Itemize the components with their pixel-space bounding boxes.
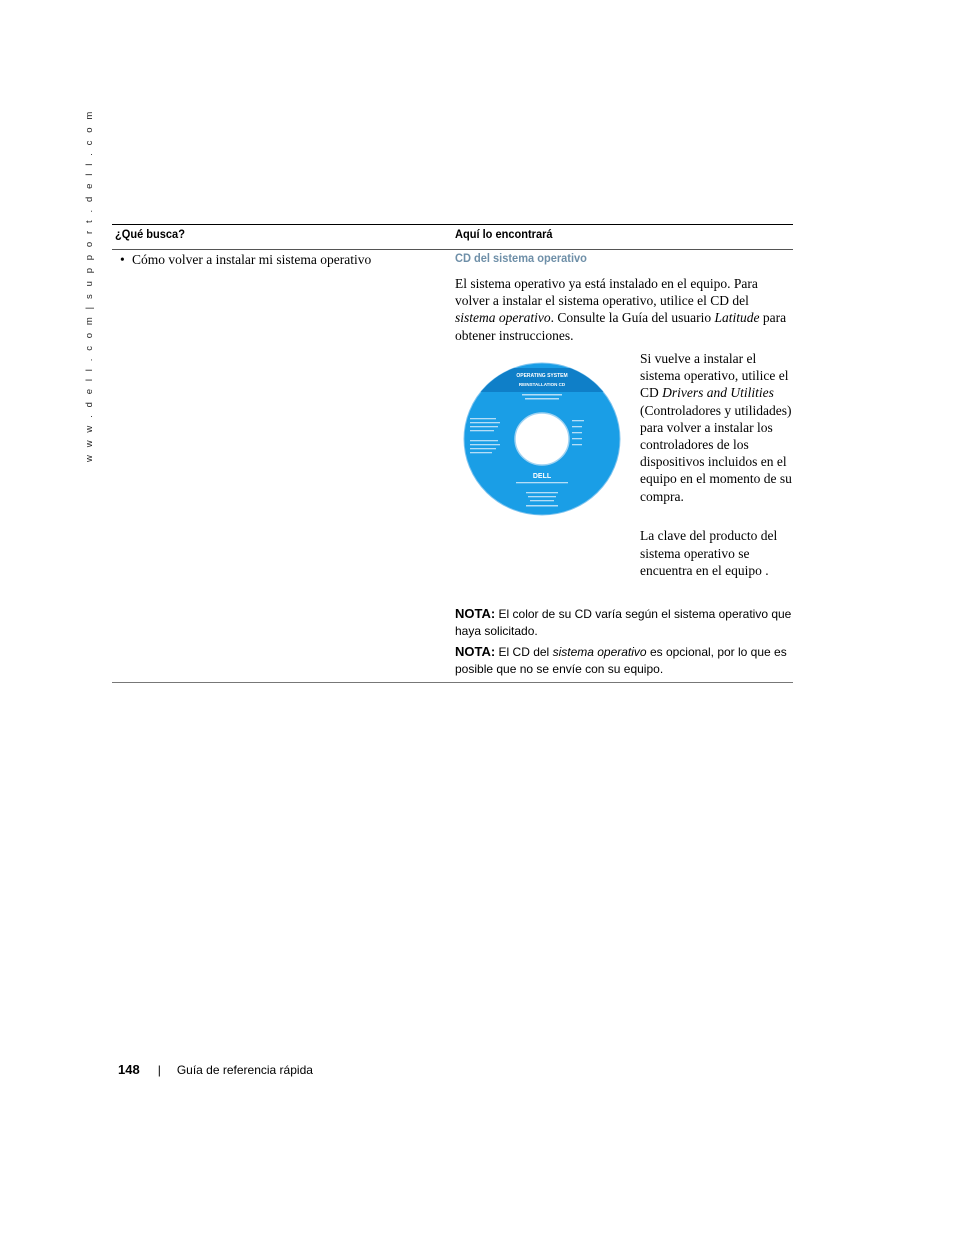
dell-logo: DELL [532,473,552,480]
list-item-text: Cómo volver a instalar mi sistema operativo [132,252,372,267]
text: para obtener instrucciones. [455,310,787,343]
page-footer [118,1062,313,1077]
paragraph-drivers [640,350,792,505]
cd-label-line2: REINSTALLATION CD [518,382,566,387]
table-header-rule [112,249,793,250]
text: El sistema operativo ya está instalado en el equipo. Para volver a instalar el sistema operativo, utilice el CD del [455,276,758,309]
footer-separator: | [157,1063,161,1077]
note-label: NOTA: [455,644,496,659]
note-label: NOTA: [455,606,496,621]
cd-label-line1: OPERATING SYSTEM [516,373,568,379]
table-top-rule [112,224,793,225]
side-url: w w w . d e l l . c o m | s u p p o r t . d e l l . c o m [84,109,95,462]
page-number: 148 [118,1062,140,1077]
note-text-italic: sistema operativo [552,645,647,659]
note-cd-color [455,605,793,640]
text: . Consulte la Guía del usuario [550,310,715,326]
bullet: • [120,252,125,267]
section-title: CD del sistema operativo [455,251,587,265]
text-italic: Drivers and Utilities [662,385,774,401]
column-header-left: ¿Qué busca? [115,227,185,241]
paragraph-intro [455,275,790,344]
text: (Controladores y utilidades) para volver a instalar los controladores de los dispositivos incluidos en el equipo en el momento de su compra. [640,402,792,504]
cd-disc-icon [462,362,622,517]
list-item [120,251,371,268]
note-text: El color de su CD varía según el sistema operativo que haya solicitado. [455,607,792,638]
note-text: El CD del [495,645,553,659]
column-header-right: Aquí lo encontrará [455,227,553,241]
text: Si vuelve a instalar el sistema operativo, utilice el CD [640,351,789,401]
note-cd-optional [455,643,793,678]
note-text: es opcional, por lo que es posible que no se envíe con su equipo. [455,645,787,676]
footer-title: Guía de referencia rápida [176,1063,313,1077]
paragraph-product-key: La clave del producto del sistema operativo se encuentra en el equipo . [640,528,778,579]
text-italic: Latitude [714,310,760,326]
text-italic: sistema operativo [455,310,551,326]
table-bottom-rule [112,682,793,683]
